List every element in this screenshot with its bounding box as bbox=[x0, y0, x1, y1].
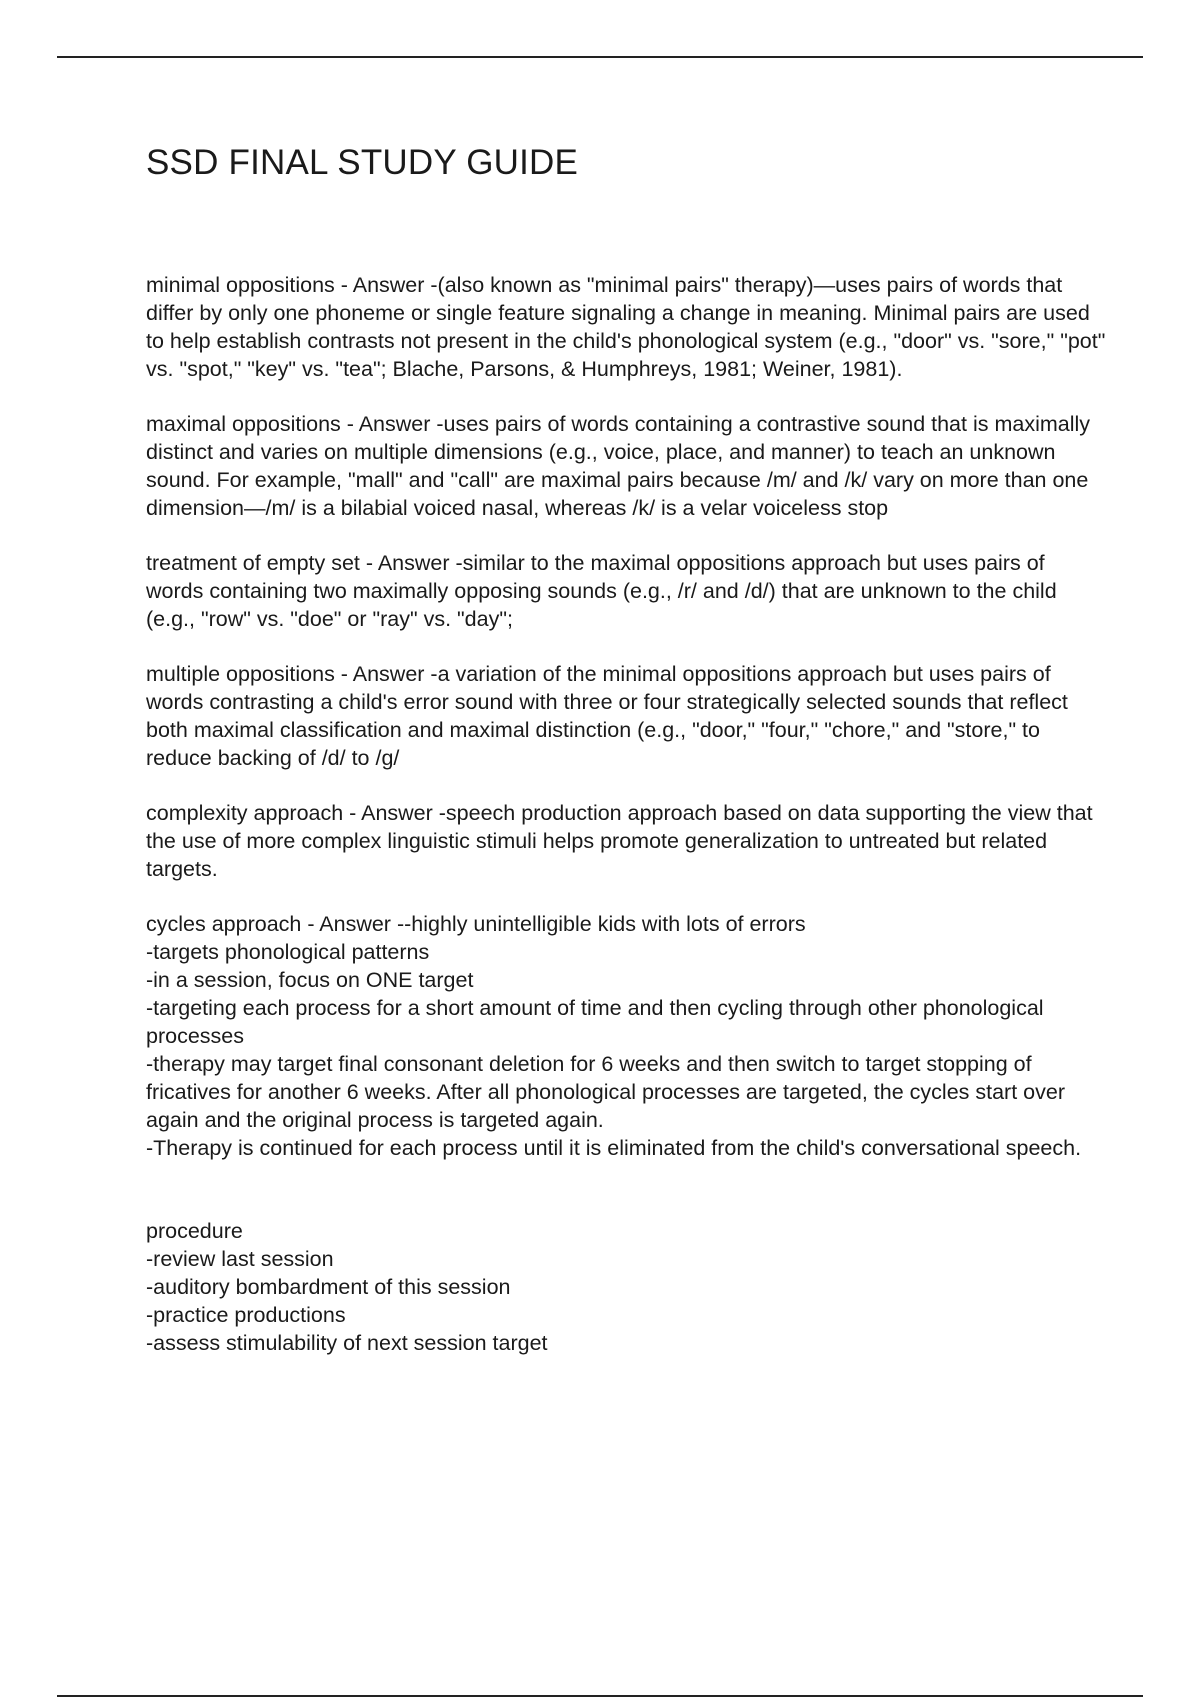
top-rule bbox=[57, 56, 1143, 58]
entry-procedure: procedure -review last session -auditory bombardment of this session -practice productions -assess stimulability of next session target bbox=[146, 1219, 548, 1355]
entry-multiple-oppositions: multiple oppositions - Answer -a variation of the minimal oppositions approach but uses pairs of words contrasting a child's error sound with three or four strategically selected sounds that reflect both maximal classification and maximal distinction (e.g., "door," "four," "chore," and "store," to reduce backing of /d/ to /g/ bbox=[146, 662, 1068, 770]
entry-complexity-approach: complexity approach - Answer -speech production approach based on data supporting the view that the use of more complex linguistic stimuli helps promote generalization to untreated but related targets. bbox=[146, 801, 1093, 881]
bottom-rule bbox=[57, 1695, 1143, 1697]
page-title: SSD FINAL STUDY GUIDE bbox=[146, 143, 579, 182]
entry-minimal-oppositions: minimal oppositions - Answer -(also known as "minimal pairs" therapy)—uses pairs of words that differ by only one phoneme or single feature signaling a change in meaning. Minimal pairs are used to help establish contrasts not present in the child's phonological system (e.g., "door" vs. "sore," "pot" vs. "spot," "key" vs. "tea"; Blache, Parsons, & Humphreys, 1981; Weiner, 1981). bbox=[146, 273, 1106, 381]
study-guide-body bbox=[146, 271, 1106, 1384]
entry-treatment-of-empty-set: treatment of empty set - Answer -similar to the maximal oppositions approach but uses pairs of words containing two maximally opposing sounds (e.g., /r/ and /d/) that are unknown to the child (e.g., "row" vs. "doe" or "ray" vs. "day"; bbox=[146, 551, 1057, 631]
entry-cycles-approach: cycles approach - Answer --highly unintelligible kids with lots of errors -targets phonological patterns -in a session, focus on ONE target -targeting each process for a short amount of time and then cycling through other phonological processes -therapy may target final consonant deletion for 6 weeks and then switch to target stopping of fricatives for another 6 weeks. After all phonological processes are targeted, the cycles start over again and the original process is targeted again. -Therapy is continued for each process until it is eliminated from the child's conversational speech. bbox=[146, 912, 1082, 1160]
entry-maximal-oppositions: maximal oppositions - Answer -uses pairs of words containing a contrastive sound that is maximally distinct and varies on multiple dimensions (e.g., voice, place, and manner) to teach an unknown sound. For example, "mall" and "call" are maximal pairs because /m/ and /k/ vary on more than one dimension—/m/ is a bilabial voiced nasal, whereas /k/ is a velar voiceless stop bbox=[146, 412, 1091, 520]
